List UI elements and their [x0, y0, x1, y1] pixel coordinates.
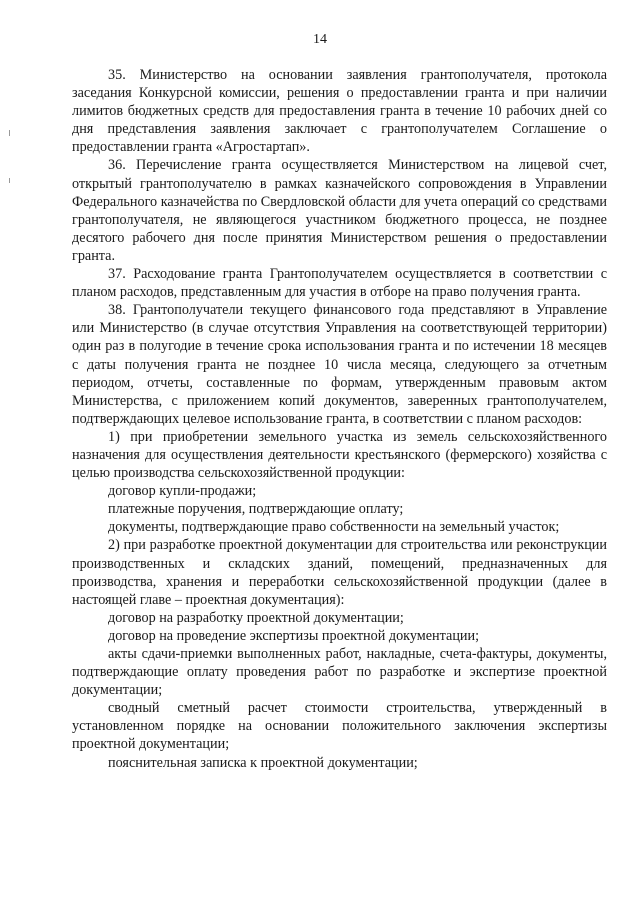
list-item: договор на разработку проектной документации;	[108, 609, 404, 626]
scan-artifact	[9, 178, 10, 183]
list-item: документы, подтверждающие право собственности на земельный участок;	[108, 519, 560, 536]
list-item: акты сдачи-приемки выполненных работ, накладные, счета-фактуры, документы, подтверждающие оплату проведения работ по разработке и экспертизе проектной документации;	[72, 646, 607, 699]
paragraph-35: 35. Министерство на основании заявления грантополучателя, протокола заседания Конкурсной комиссии, решения о предоставлении гранта и при наличии лимитов бюджетных средств для предоставления гранта в течение 10 рабочих дней со дня представления заявления заключает с грантополучателем Соглашение о предоставлении гранта «Агростартап».	[72, 67, 607, 156]
list-item: платежные поручения, подтверждающие оплату;	[108, 501, 404, 518]
paragraph-36: 36. Перечисление гранта осуществляется Министерством на лицевой счет, открытый грантополучателю в рамках казначейского сопровождения в Управлении Федерального казначейства по Свердловской области для учета операций со средствами грантополучателя, не являющегося участником бюджетного процесса, не позднее десятого рабочего дня после принятия Министерством решения о предоставлении гранта.	[72, 157, 608, 264]
list-item: договор на проведение экспертизы проектной документации;	[108, 627, 480, 644]
document-body	[72, 66, 607, 772]
list-item: 1) при приобретении земельного участка из земель сельскохозяйственного назначения для осуществления деятельности крестьянского (фермерского) хозяйства с целью производства сельскохозяйственной продукции:	[72, 428, 607, 482]
paragraph-38: 38. Грантополучатели текущего финансового года представляют в Управление или Министерство (в случае отсутствия Управления на соответствующей территории) один раз в полугодие в течение срока использования гранта и по истечении 18 месяцев с даты получения гранта не позднее 10 числа месяца, следующего за отчетным периодом, отчеты, составленные по формам, утвержденным правовым актом Министерства, с приложением копий документов, заверенных грантополучателем, подтверждающих целевое использование гранта, в соответствии с планом расходов:	[72, 302, 607, 427]
scan-artifact	[9, 130, 10, 136]
paragraph-37: 37. Расходование гранта Грантополучателем осуществляется в соответствии с планом расходов, представленным для участия в отборе на право получения гранта.	[72, 266, 607, 301]
page-number: 14	[313, 32, 327, 47]
list-item: 2) при разработке проектной документации для строительства или реконструкции производственных и складских зданий, помещений, предназначенных для производства, хранения и переработки сельскохозяйственной продукции (далее в настоящей главе – проектная документация):	[72, 537, 607, 608]
list-item: сводный сметный расчет стоимости строительства, утвержденный в установленном порядке на основании положительного заключения экспертизы проектной документации;	[72, 700, 607, 753]
list-item: договор купли-продажи;	[108, 483, 257, 500]
list-item: пояснительная записка к проектной документации;	[108, 754, 418, 771]
